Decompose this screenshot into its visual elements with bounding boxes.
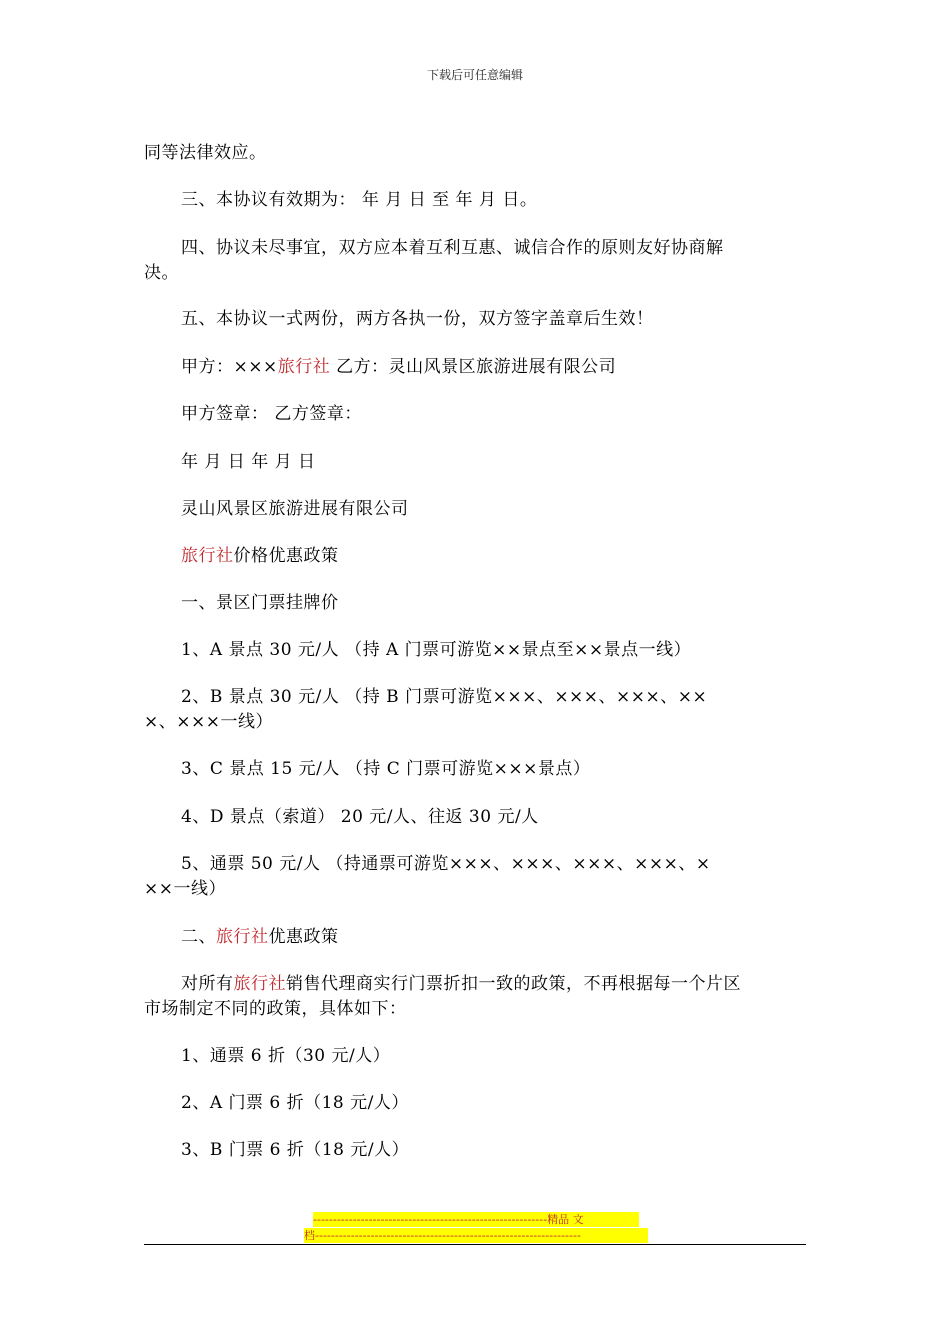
travel-agency-highlight: 旅行社 (181, 546, 234, 566)
section-number: 二、 (181, 927, 216, 947)
date-line: 年 月 日 年 月 日 (181, 452, 316, 472)
price-item-continued: ×、×××一线） (144, 712, 273, 732)
price-item-continued: ××一线） (144, 879, 226, 899)
section-title (181, 543, 339, 569)
paragraph-line: 五、本协议一式两份，两方各执一份，双方签字盖章后生效！ (181, 309, 654, 329)
party-line (181, 354, 616, 380)
paragraph-line (181, 971, 741, 997)
paragraph-text: 对所有 (181, 974, 234, 994)
paragraph-line: 同等法律效应。 (144, 143, 267, 163)
travel-agency-highlight: 旅行社 (233, 974, 286, 994)
discount-item: 3、B 门票 6 折（18 元/人） (181, 1140, 410, 1160)
travel-agency-highlight: 旅行社 (277, 357, 331, 377)
footer-watermark-row2: 档------------------------------------------------------------------- (304, 1228, 648, 1243)
section-heading (181, 924, 339, 950)
section-heading-text: 优惠政策 (268, 927, 339, 947)
travel-agency-highlight: 旅行社 (216, 927, 269, 947)
paragraph-line: 市场制定不同的政策，具体如下： (144, 999, 407, 1019)
price-item: 1、A 景点 30 元/人 （持 A 门票可游览××景点至××景点一线） (181, 640, 692, 660)
section-title-text: 价格优惠政策 (233, 546, 339, 566)
paragraph-line: 四、协议未尽事宜，双方应本着互利互惠、诚信合作的原则友好协商解 (181, 238, 724, 258)
discount-item: 1、通票 6 折（30 元/人） (181, 1046, 391, 1066)
discount-item: 2、A 门票 6 折（18 元/人） (181, 1093, 409, 1113)
party-a-label: 甲方：××× (181, 357, 278, 377)
section-heading: 一、景区门票挂牌价 (181, 593, 339, 613)
price-item: 3、C 景点 15 元/人 （持 C 门票可游览×××景点） (181, 759, 591, 779)
price-item: 2、B 景点 30 元/人 （持 B 门票可游览×××、×××、×××、×× (181, 687, 708, 707)
party-b-label: 乙方：灵山风景区旅游进展有限公司 (330, 357, 617, 377)
footer-divider (144, 1244, 806, 1245)
footer-watermark-row1: -----------------------------------------------------------精品 文 (313, 1212, 639, 1227)
page-header: 下载后可任意编辑 (426, 68, 523, 82)
paragraph-line: 三、本协议有效期为： 年 月 日 至 年 月 日。 (181, 190, 538, 210)
price-item: 4、D 景点（索道） 20 元/人、往返 30 元/人 (181, 807, 539, 827)
signature-line: 甲方签章： 乙方签章： (181, 404, 362, 424)
price-item: 5、通票 50 元/人 （持通票可游览×××、×××、×××、×××、× (181, 854, 711, 874)
paragraph-line: 决。 (144, 263, 179, 283)
paragraph-text: 销售代理商实行门票折扣一致的政策，不再根据每一个片区 (286, 974, 741, 994)
company-name: 灵山风景区旅游进展有限公司 (181, 499, 409, 519)
